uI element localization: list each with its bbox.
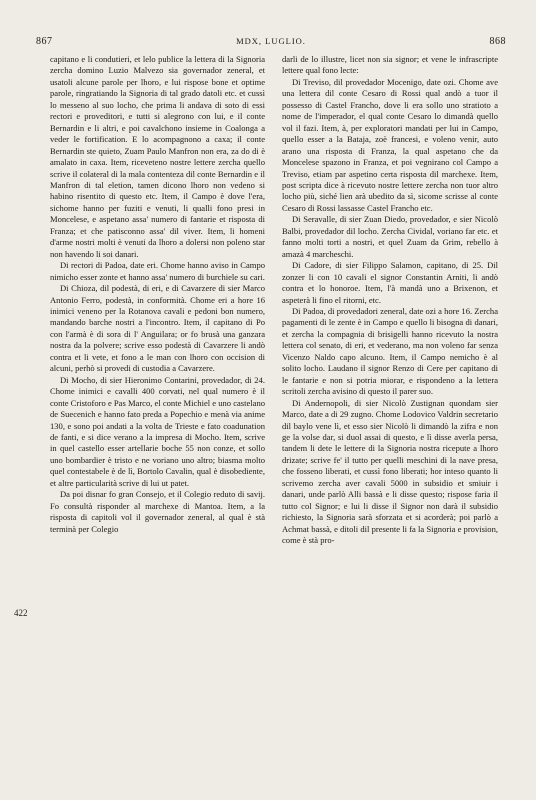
margin-number: 422 bbox=[14, 608, 28, 618]
paragraph: Di Mocho, di sier Hieronimo Contarini, provedador, di 24. Chome inimici e cavalli 400 corvati, nel qual numero è il conte Cristoforo e Pas Marco, el conte Michiel e uno castelano de Suecenich e hanno fato preda a Popechio e menà via anime 130, e sono poi andati a la volta de Trieste e fato coadunation de fanti, e si dice verano a la impresa di Mocho. Item, scrive in quel castello esser artellarie boche 55 non conze, et sollo uno bombardier è tristo e ne voriano uno altro; biasma molto quel contestabele è de lì, Bortolo Cavalin, qual è disobediente, et altre particularità scrive di lui ut patet. bbox=[50, 374, 265, 488]
paragraph: Da poi disnar fo gran Consejo, et il Colegio reduto di savij. Fo consultà risponder al marchexe di Mantoa. Item, a la risposta di capitoli vol il governador zeneral, al qual è stà terminà per Colegio bbox=[50, 489, 265, 534]
paragraph: darli de lo illustre, licet non sia signor; et vene le infrascripte lettere qual fono lecte: bbox=[282, 54, 498, 76]
paragraph: Di Treviso, dil provedador Mocenigo, date ozi. Chome ave una lettera dil conte Cesaro di Rossi qual andò a tuor il possesso di Castel Francho, dove li era sollo uno stratioto a nome de l'imperador, el qual conte Cesaro lo dimandà quello vol il fazi. Item, à, per exploratori mandati per lui in Campo, quello esser a la Bataja, zoè francesi, e voleno venir, auto arano una risposta di Franza, la qual aspetano che da Moncelese spazono in Franza, et poi vegnirano col Campo a Treviso, etiam par aspetino certa risposta dil marchexe. Item, post scripta dice à ricevuto nostre lettere zercha non tuor altro locho più, siché lien arà ubedito da sì, sicome scrisse al conte Cesaro di Rossi lassasse Castel Francho etc. bbox=[282, 76, 498, 213]
running-title: MDX, LUGLIO. bbox=[236, 36, 306, 46]
paragraph: capitano e li condutieri, et lelo publice la lettera di la Signoria zercha domino Luzio Malvezo sia governador zeneral, et usatoli alcune parole per lhoro, e lui rispose bone et optime parole, ringratiando la Signoria di tal grado datoli etc. et cussì lo messeno al suo locho, che prima li andava di soto di essi rectori e proveditori, e tutti si alegrono con lui, e il conte Bernardin e li altri, e poi cavalchono insieme in Coalonga a veder le fortification. E lo acompagnono a caxa; il conte Bernardin ste quieto, Zuam Paulo Manfron non era, za do di è amalato in caxa. Item, riceveteno nostre lettere zercha quello scrive il colateral di la mala contenteza dil conte Bernardin e il Manfron di tal eletion, tamen dicono lhoro non vedeno si habino risentito di questo etc. Item, il Campo è dove l'era, sichome hanno per fuziti e venuti, li qualli fono presi in Moncelese, e aspetano assa' numero di fantarie et risposta di Franza; et che patisconno assa' dil viver. Item, li homeni d'arme nostri molti è venuti da lhoro a dolersi non poleno star non havendo li soi danari. bbox=[50, 54, 265, 259]
right-column bbox=[282, 54, 498, 546]
paragraph: Di Cadore, di sier Filippo Salamon, capitano, di 25. Dil zonzer li con 10 cavali el signor Constantin Arniti, li andò contra et lo honoroe. Item, l'à mandà uno a Brixenon, et aspeterà li fino el ritorni, etc. bbox=[282, 260, 498, 305]
left-column bbox=[50, 54, 265, 535]
right-page-number: 868 bbox=[489, 36, 506, 47]
paragraph: Di Seravalle, di sier Zuan Diedo, provedador, e sier Nicolò Balbi, provedador dil locho. Zercha Cividal, voriano far etc. et fanno molti torti a nostri, et quel Zuam da Grim, rebello à amazà 4 marcheschi. bbox=[282, 214, 498, 259]
paragraph: Di rectori di Padoa, date eri. Chome hanno aviso in Campo nimicho esser zonte et hanno assa' numero di burchiele su cari. bbox=[50, 260, 265, 282]
paragraph: Di Padoa, di provedadori zeneral, date ozi a hore 16. Zercha pagamenti di le zente è in Campo e quello li bisogna di danari, et zercha la compagnia di brisigelli hanno ricevuto la nostra lettera col senato, di eri, et vederano, ma non voleno far senza Vicenzo Naldo capo alcuno. Item, il Campo nemicho è al solito locho. Laudano il signor Renzo di Cere per capitano di le fantarie e non si potria miorar, e rispondeno a la lettera scritoli zercha avisino di questo il parer suo. bbox=[282, 305, 498, 397]
left-page-number: 867 bbox=[36, 36, 53, 47]
page-header bbox=[36, 36, 506, 50]
paragraph: Di Andernopoli, di sier Nicolò Zustignan quondam sier Marco, date a di 29 zugno. Chome Lodovico Valdrin secretario dil baylo vene lì, et esso sier Nicolò li dimandò la zifra e non ge la volse dar, si duol assai di questo, e lì disse averla persa, tandem li dete le lettere di la Signoria nostra ricepute a lhoro drizate; scrive fe' il tutto per quelli meschini di la nave presa, che fosseno liberati, et cussì fono liberati; hor inteso quanto li scrivemo zercha aver cavali 5000 in subsidio et smiuir i danari, unde parlò Alli bassà e li disse questo; rispose faria il tutto col Signor; e lui li disse il Signor non darà il subsidio richiesto, la Signoria sarà sforzata et si acorderà; poi parlò a Achmat bassà, e ditoli dil presente li fa la Signoria e provision, come è stà pro- bbox=[282, 397, 498, 546]
paragraph: Di Chioza, dil podestà, di eri, e di Cavarzere di sier Marco Antonio Ferro, podestà, in conformità. Chome eri a hore 16 inimici veneno per la Rotanova cavali e pedoni bon numero, mandando barche nostri a l'incontro. Item, il capitano di Po con l'armà è di sora di l' Anguilara; or fo brusà una ganzara nostra da la polvere; scrive esso podestà di Cavarzere li andò contra et li vete, et fono a le man con lhoro con occision di alcuni, perhò si provedi di custodia a Cavarzere. bbox=[50, 283, 265, 374]
